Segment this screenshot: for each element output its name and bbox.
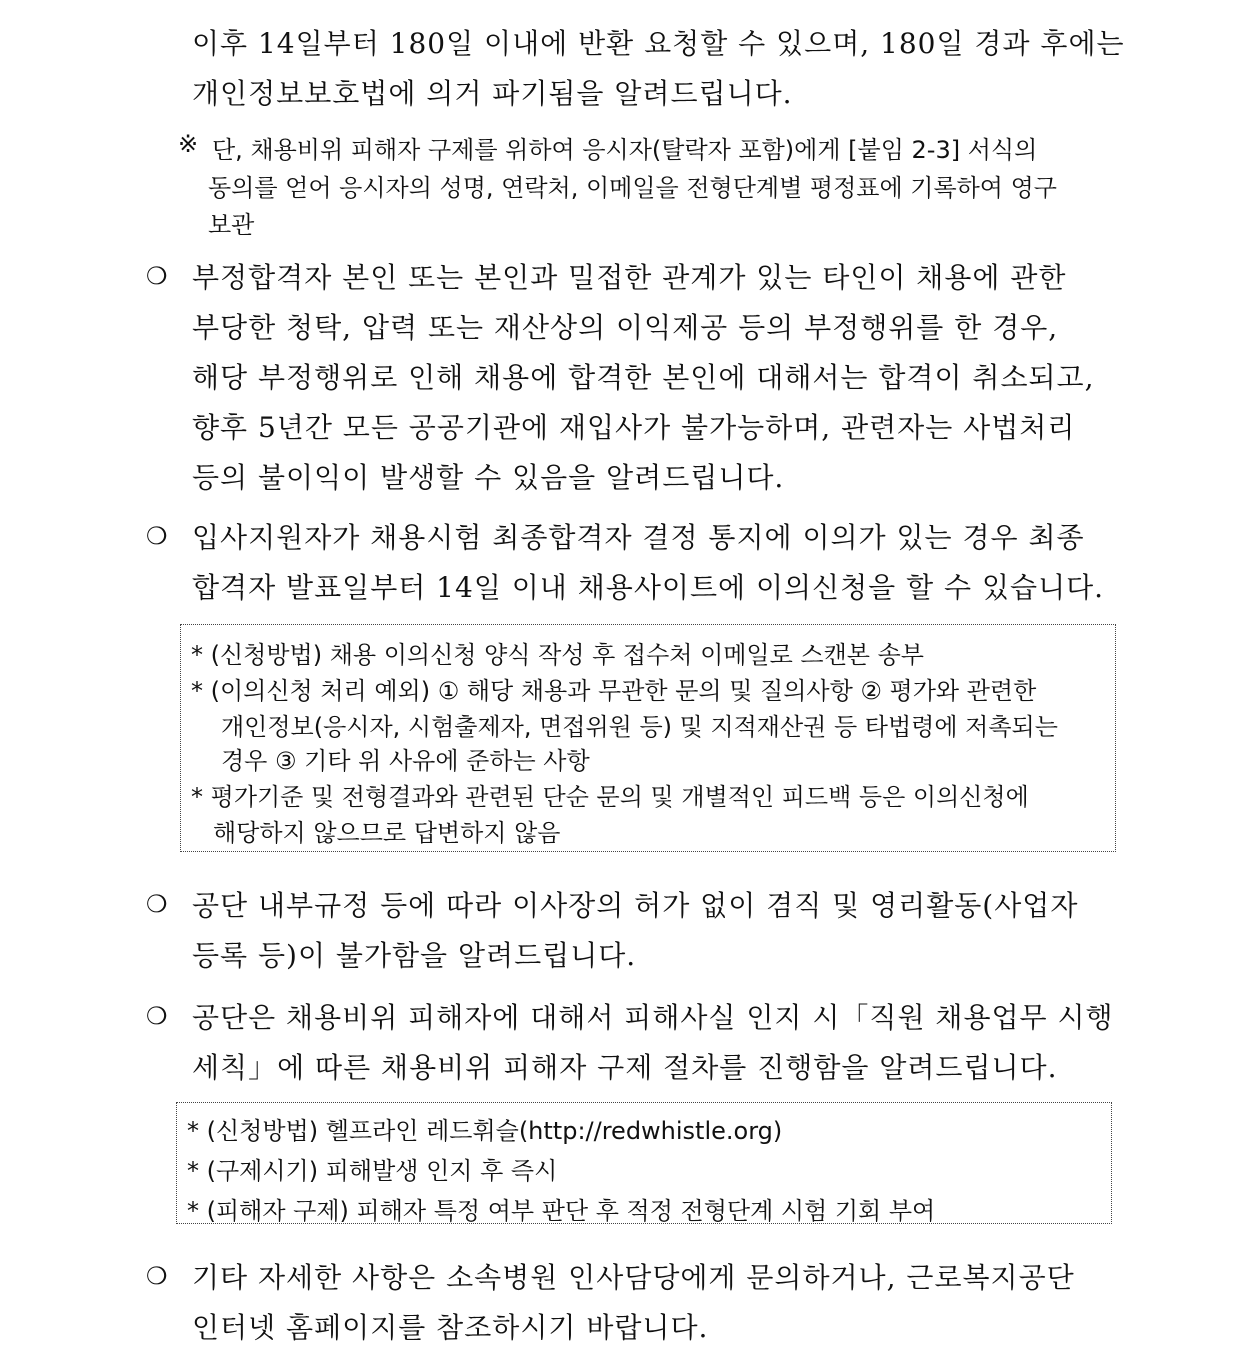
box1-line-2: * (이의신청 처리 예외) ① 해당 채용과 무관한 문의 및 질의사항 ② 평가와 관련한 xyxy=(191,677,1037,705)
helpline-info-box xyxy=(176,1102,1112,1224)
item-5-line-1: 기타 자세한 사항은 소속병원 인사담당에게 문의하거나, 근로복지공단 xyxy=(192,1261,1075,1294)
box2-line-3: * (피해자 구제) 피해자 특정 여부 판단 후 적정 전형단계 시험 기회 부여 xyxy=(187,1197,936,1225)
box2-line-1: * (신청방법) 헬프라인 레드휘슬(http://redwhistle.org) xyxy=(187,1117,783,1145)
note-line-3: 보관 xyxy=(208,211,255,239)
note-line-1: 단, 채용비위 피해자 구제를 위하여 응시자(탈락자 포함)에게 [붙임 2-3] 서식의 xyxy=(212,136,1038,164)
item-1-line-1: 부정합격자 본인 또는 본인과 밀접한 관계가 있는 타인이 채용에 관한 xyxy=(192,261,1067,294)
item-1-line-5: 등의 불이익이 발생할 수 있음을 알려드립니다. xyxy=(192,461,785,494)
box1-line-5: * 평가기준 및 전형결과와 관련된 단순 문의 및 개별적인 피드백 등은 이의신청에 xyxy=(191,783,1029,811)
bullet-circle: ❍ xyxy=(146,522,168,550)
item-4-line-1: 공단은 채용비위 피해자에 대해서 피해사실 인지 시「직원 채용업무 시행 xyxy=(192,1001,1114,1034)
box1-line-4: 경우 ③ 기타 위 사유에 준하는 사항 xyxy=(221,747,590,775)
item-2-line-2: 합격자 발표일부터 14일 이내 채용사이트에 이의신청을 할 수 있습니다. xyxy=(192,571,1105,604)
box2-line-2: * (구제시기) 피해발생 인지 후 즉시 xyxy=(187,1157,558,1185)
item-5-line-2: 인터넷 홈페이지를 참조하시기 바랍니다. xyxy=(192,1311,709,1344)
item-2-line-1: 입사지원자가 채용시험 최종합격자 결정 통지에 이의가 있는 경우 최종 xyxy=(192,521,1085,554)
bullet-circle: ❍ xyxy=(146,890,168,918)
objection-info-box xyxy=(180,624,1116,852)
item-4-line-2: 세칙」에 따른 채용비위 피해자 구제 절차를 진행함을 알려드립니다. xyxy=(192,1051,1058,1084)
item-1-line-4: 향후 5년간 모든 공공기관에 재입사가 불가능하며, 관련자는 사법처리 xyxy=(192,411,1076,444)
item-3-line-2: 등록 등)이 불가함을 알려드립니다. xyxy=(192,939,637,972)
bullet-circle: ❍ xyxy=(146,1262,168,1290)
bullet-circle: ❍ xyxy=(146,1002,168,1030)
item-1-line-3: 해당 부정행위로 인해 채용에 합격한 본인에 대해서는 합격이 취소되고, xyxy=(192,361,1095,394)
note-mark: ※ xyxy=(178,130,199,158)
item-3-line-1: 공단 내부규정 등에 따라 이사장의 허가 없이 겸직 및 영리활동(사업자 xyxy=(192,889,1079,922)
box1-line-1: * (신청방법) 채용 이의신청 양식 작성 후 접수처 이메일로 스캔본 송부 xyxy=(191,641,924,669)
note-line-2: 동의를 얻어 응시자의 성명, 연락처, 이메일을 전형단계별 평정표에 기록하여 영구 xyxy=(208,174,1057,202)
intro-line-1: 이후 14일부터 180일 이내에 반환 요청할 수 있으며, 180일 경과 후에는 xyxy=(192,27,1125,60)
intro-line-2: 개인정보보호법에 의거 파기됨을 알려드립니다. xyxy=(192,77,793,110)
box1-line-6: 해당하지 않으므로 답변하지 않음 xyxy=(213,819,561,847)
item-1-line-2: 부당한 청탁, 압력 또는 재산상의 이익제공 등의 부정행위를 한 경우, xyxy=(192,311,1059,344)
bullet-circle: ❍ xyxy=(146,262,168,290)
box1-line-3: 개인정보(응시자, 시험출제자, 면접위원 등) 및 지적재산권 등 타법령에 저촉되는 xyxy=(221,713,1058,741)
